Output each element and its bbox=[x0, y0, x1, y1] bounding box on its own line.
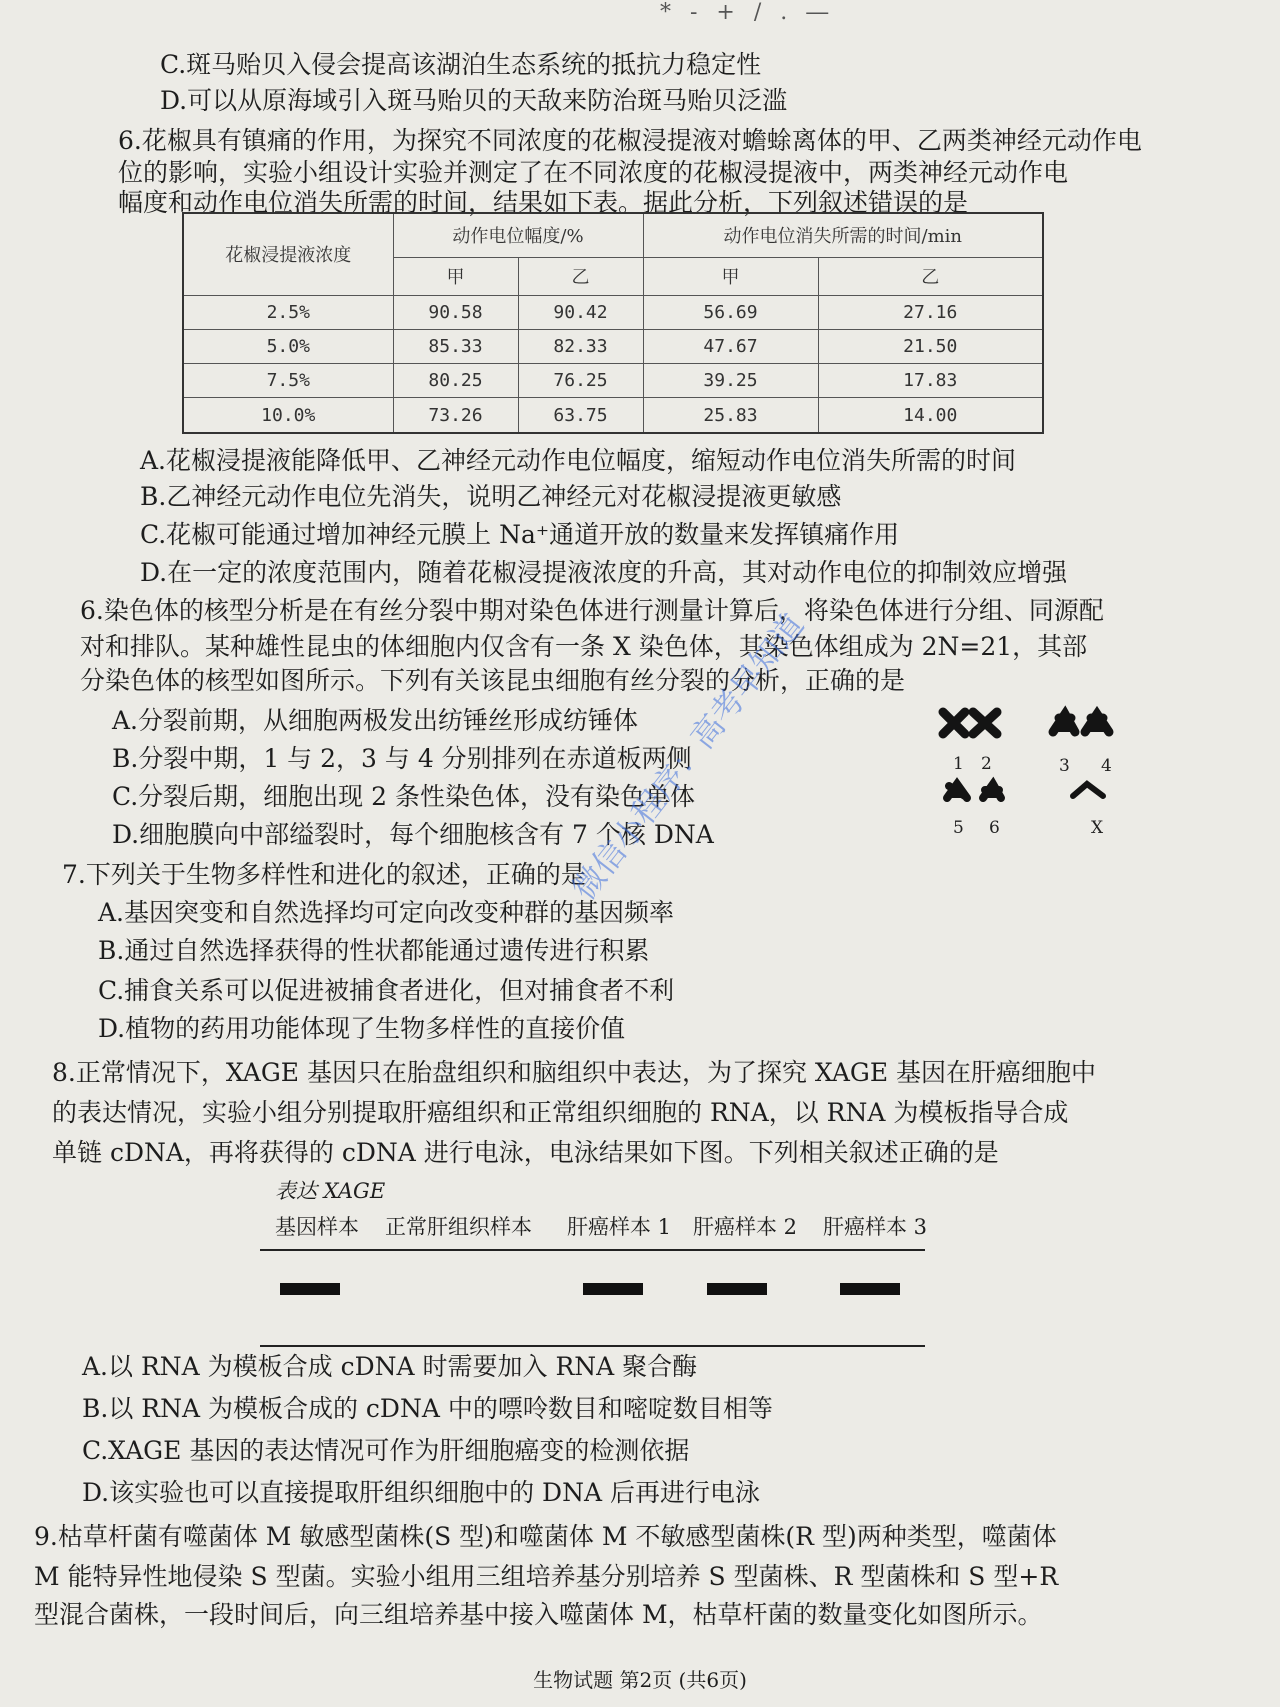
table-cell: 80.25 bbox=[393, 364, 518, 398]
table-cell: 76.25 bbox=[518, 364, 643, 398]
q5-option-d: D.可以从原海域引入斑马贻贝的天敌来防治斑马贻贝泛滥 bbox=[160, 86, 788, 115]
table-header-amplitude: 动作电位幅度/% bbox=[393, 213, 643, 257]
watermark-text: 微信小程序：高考早知道 bbox=[564, 606, 812, 908]
q7-stem-line1: 6.染色体的核型分析是在有丝分裂中期对染色体进行测量计算后，将染色体进行分组、同源配 bbox=[80, 596, 1104, 625]
q6-option-d: D.在一定的浓度范围内，随着花椒浸提液浓度的升高，其对动作电位的抑制效应增强 bbox=[140, 558, 1068, 587]
q10-stem-line3: 型混合菌株，一段时间后，向三组培养基中接入噬菌体 M，枯草杆菌的数量变化如图所示。 bbox=[34, 1600, 1043, 1629]
table-header-concentration: 花椒浸提液浓度 bbox=[183, 213, 393, 295]
gel-lane-label: 肝癌样本 1 bbox=[567, 1215, 672, 1239]
chromosome-label: 2 bbox=[981, 754, 992, 774]
q8-option-d: D.植物的药用功能体现了生物多样性的直接价值 bbox=[98, 1014, 626, 1043]
gel-title: 表达 XAGE bbox=[275, 1179, 386, 1203]
q7-option-b: B.分裂中期，1 与 2，3 与 4 分别排列在赤道板两侧 bbox=[112, 744, 692, 773]
q9-option-b: B.以 RNA 为模板合成的 cDNA 中的嘌呤数目和嘧啶数目相等 bbox=[82, 1394, 773, 1423]
q6-option-b: B.乙神经元动作电位先消失，说明乙神经元对花椒浸提液更敏感 bbox=[140, 482, 842, 511]
q6-stem-line2: 位的影响，实验小组设计实验并测定了在不同浓度的花椒浸提液中，两类神经元动作电 bbox=[118, 158, 1069, 187]
page-header: * - + / . ― bbox=[660, 0, 835, 25]
q7-stem-line2: 对和排队。某种雄性昆虫的体细胞内仅含有一条 X 染色体，其染色体组成为 2N=21，其部 bbox=[80, 632, 1088, 661]
q6-option-a: A.花椒浸提液能降低甲、乙神经元动作电位幅度，缩短动作电位消失所需的时间 bbox=[140, 446, 1017, 475]
table-cell: 73.26 bbox=[393, 398, 518, 433]
table-cell: 27.16 bbox=[818, 295, 1043, 329]
table-cell: 39.25 bbox=[643, 364, 818, 398]
table-cell: 21.50 bbox=[818, 329, 1043, 363]
table-cell: 90.42 bbox=[518, 295, 643, 329]
gel-bottom-line bbox=[260, 1345, 925, 1347]
table-cell: 85.33 bbox=[393, 329, 518, 363]
gel-band bbox=[707, 1283, 767, 1295]
table-cell: 7.5% bbox=[183, 364, 393, 398]
table-cell: 90.58 bbox=[393, 295, 518, 329]
q7-option-a: A.分裂前期，从细胞两极发出纺锤丝形成纺锤体 bbox=[112, 706, 639, 735]
table-cell: 25.83 bbox=[643, 398, 818, 433]
q6-data-table bbox=[182, 212, 1044, 434]
q9-option-a: A.以 RNA 为模板合成 cDNA 时需要加入 RNA 聚合酶 bbox=[82, 1352, 698, 1381]
q6-option-c: C.花椒可能通过增加神经元膜上 Na⁺通道开放的数量来发挥镇痛作用 bbox=[140, 520, 900, 549]
q8-stem: 7.下列关于生物多样性和进化的叙述，正确的是 bbox=[62, 860, 586, 889]
table-cell: 5.0% bbox=[183, 329, 393, 363]
table-cell: 14.00 bbox=[818, 398, 1043, 433]
chromosome-label: X bbox=[1091, 818, 1104, 838]
gel-lane-label: 肝癌样本 3 bbox=[823, 1215, 928, 1239]
q10-stem-line1: 9.枯草杆菌有噬菌体 M 敏感型菌株(S 型)和噬菌体 M 不敏感型菌株(R 型)两种类型，噬菌体 bbox=[34, 1522, 1057, 1551]
chromosome-label: 4 bbox=[1101, 756, 1112, 776]
table-subheader-yi: 乙 bbox=[818, 257, 1043, 295]
chromosome-label: 1 bbox=[953, 754, 964, 774]
gel-band bbox=[280, 1283, 340, 1295]
q7-stem-line3: 分染色体的核型如图所示。下列有关该昆虫细胞有丝分裂的分析，正确的是 bbox=[80, 666, 906, 695]
table-cell: 63.75 bbox=[518, 398, 643, 433]
q9-stem-line2: 的表达情况，实验小组分别提取肝癌组织和正常组织细胞的 RNA，以 RNA 为模板指导合成 bbox=[52, 1098, 1069, 1127]
table-header-time: 动作电位消失所需的时间/min bbox=[643, 213, 1043, 257]
chromosome-label: 6 bbox=[989, 818, 1000, 838]
table-cell: 56.69 bbox=[643, 295, 818, 329]
table-row bbox=[183, 329, 1043, 363]
q9-option-d: D.该实验也可以直接提取肝组织细胞中的 DNA 后再进行电泳 bbox=[82, 1478, 760, 1507]
karyotype-figure bbox=[935, 700, 1175, 850]
q9-stem-line3: 单链 cDNA，再将获得的 cDNA 进行电泳，电泳结果如下图。下列相关叙述正确的是 bbox=[52, 1138, 999, 1167]
page-footer: 生物试题 第2页 (共6页) bbox=[533, 1668, 747, 1692]
table-row bbox=[183, 295, 1043, 329]
table-row bbox=[183, 364, 1043, 398]
table-cell: 17.83 bbox=[818, 364, 1043, 398]
table-subheader-jia: 甲 bbox=[643, 257, 818, 295]
gel-band bbox=[840, 1283, 900, 1295]
q5-option-c: C.斑马贻贝入侵会提高该湖泊生态系统的抵抗力稳定性 bbox=[160, 50, 762, 79]
gel-lane-label: 正常肝组织样本 bbox=[385, 1215, 532, 1239]
table-cell: 82.33 bbox=[518, 329, 643, 363]
q8-option-b: B.通过自然选择获得的性状都能通过遗传进行积累 bbox=[98, 936, 650, 965]
table-row bbox=[183, 398, 1043, 433]
gel-lane-label: 肝癌样本 2 bbox=[693, 1215, 798, 1239]
table-cell: 10.0% bbox=[183, 398, 393, 433]
table-subheader-jia: 甲 bbox=[393, 257, 518, 295]
gel-band bbox=[583, 1283, 643, 1295]
q8-option-c: C.捕食关系可以促进被捕食者进化，但对捕食者不利 bbox=[98, 976, 675, 1005]
table-cell: 47.67 bbox=[643, 329, 818, 363]
q6-stem-line3: 幅度和动作电位消失所需的时间，结果如下表。据此分析，下列叙述错误的是 bbox=[118, 188, 969, 217]
q7-option-d: D.细胞膜向中部缢裂时，每个细胞核含有 7 个核 DNA bbox=[112, 820, 714, 849]
gel-lane-label: 基因样本 bbox=[275, 1215, 359, 1239]
table-cell: 2.5% bbox=[183, 295, 393, 329]
chromosome-label: 5 bbox=[953, 818, 964, 838]
gel-top-line bbox=[260, 1249, 925, 1251]
q7-option-c: C.分裂后期，细胞出现 2 条性染色体，没有染色单体 bbox=[112, 782, 695, 811]
chromosomes-icon bbox=[935, 700, 1175, 850]
table-subheader-yi: 乙 bbox=[518, 257, 643, 295]
q6-stem-line1: 6.花椒具有镇痛的作用，为探究不同浓度的花椒浸提液对蟾蜍离体的甲、乙两类神经元动作电 bbox=[118, 126, 1142, 155]
q10-stem-line2: M 能特异性地侵染 S 型菌。实验小组用三组培养基分别培养 S 型菌株、R 型菌株和 S 型+R bbox=[34, 1562, 1059, 1591]
q9-stem-line1: 8.正常情况下，XAGE 基因只在胎盘组织和脑组织中表达，为了探究 XAGE 基因在肝癌细胞中 bbox=[52, 1058, 1097, 1087]
electrophoresis-figure bbox=[255, 1175, 955, 1355]
q8-option-a: A.基因突变和自然选择均可定向改变种群的基因频率 bbox=[98, 898, 675, 927]
q9-option-c: C.XAGE 基因的表达情况可作为肝细胞癌变的检测依据 bbox=[82, 1436, 690, 1465]
chromosome-label: 3 bbox=[1059, 756, 1070, 776]
